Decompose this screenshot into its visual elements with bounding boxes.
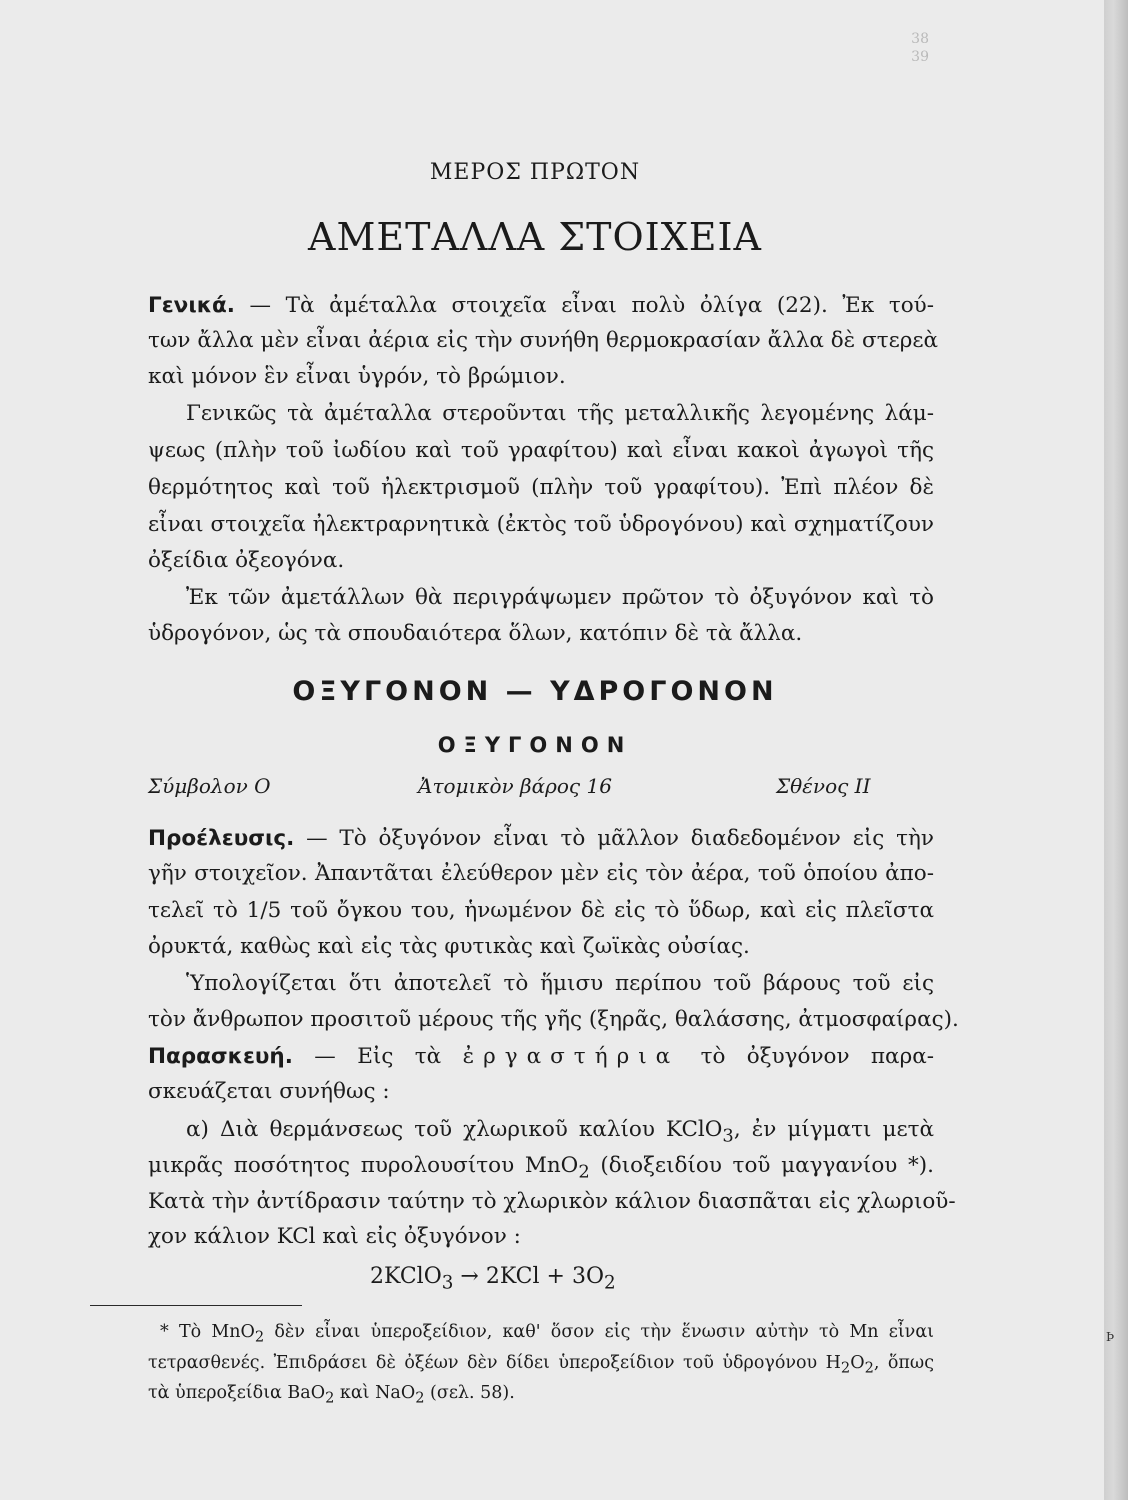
text-line: Ὑπολογίζεται ὅτι ἀποτελεῖ τὸ ἥμισυ περίπου τοῦ βάρους τοῦ εἰς	[186, 971, 934, 996]
page-edge	[1104, 0, 1128, 1500]
text-line: Ἐκ τῶν ἀμετάλλων θὰ περιγράψωμεν πρῶτον τὸ ὀξυγόνον καὶ τὸ	[186, 585, 934, 610]
lead-general: Γενικά.	[148, 293, 235, 318]
text-line: τελεῖ τὸ 1/5 τοῦ ὄγκου του, ἡνωμένον δὲ εἰς τὸ ὕδωρ, καὶ εἰς πλεῖστα	[148, 898, 934, 923]
chemical-equation: 2KClO$_3$ → $2KCl + 3O_2$	[370, 1264, 616, 1294]
footnote-rule	[90, 1305, 302, 1306]
chapter-heading: ΟΞΥΓΟΝΟΝ — ΥΔΡΟΓΟΝΟΝ	[292, 676, 778, 707]
text-line: ὀρυκτά, καθὼς καὶ εἰς τὰς φυτικὰς καὶ ζωϊκὰς οὐσίας.	[148, 934, 750, 959]
text-line: καὶ μόνον ἓν εἶναι ὑγρόν, τὸ βρώμιον.	[148, 364, 566, 389]
text-line: ψεως (πλὴν τοῦ ἰωδίου καὶ τοῦ γραφίτου) καὶ εἶναι κακοὶ ἀγωγοὶ τῆς	[148, 438, 934, 463]
part-heading: ΜΕΡΟΣ ΠΡΩΤΟΝ	[429, 160, 641, 185]
footnote-line: * Τὸ MnO$_2$ δὲν εἶναι ὑπεροξείδιον, καθ' ὅσον εἰς τὴν ἕνωσιν αὐτὴν τὸ Mn εἶναι	[160, 1322, 934, 1346]
text-line: εἶναι στοιχεῖα ἠλεκτραρνητικὰ (ἐκτὸς τοῦ ὑδρογόνου) καὶ σχηματίζουν	[148, 512, 934, 537]
footnote-line: τετρασθενές. Ἐπιδράσει δὲ ὀξέων δὲν δίδει ὑπεροξείδιον τοῦ ὑδρογόνου $H_2O_2$, ὅπως	[148, 1353, 934, 1377]
text-line: γῆν στοιχεῖον. Ἀπαντᾶται ἐλεύθερον μὲν εἰς τὸν ἀέρα, τοῦ ὁποίου ἀπο-	[148, 861, 934, 886]
text-line: θερμότητος καὶ τοῦ ἠλεκτρισμοῦ (πλὴν τοῦ γραφίτου). Ἐπὶ πλέον δὲ	[148, 475, 934, 500]
margin-mark: Þ	[1106, 1330, 1115, 1344]
atomic-weight: Ἀτομικὸν βάρος 16	[418, 774, 612, 798]
text-line: α) Διὰ θερμάνσεως τοῦ χλωρικοῦ καλίου KClO$_3$, ἐν μίγματι μετὰ	[186, 1117, 935, 1147]
text-line: των ἄλλα μὲν εἶναι ἀέρια εἰς τὴν συνήθη θερμοκρασίαν ἄλλα δὲ στερεὰ	[148, 328, 939, 353]
lead-preparation: Παρασκευή.	[148, 1044, 293, 1069]
text-line: Παρασκευή. — Εἰς τὰ ἐργαστήρια τὸ ὀξυγόνον παρα-	[148, 1044, 934, 1069]
bleed-through-page-number: 38 39	[911, 31, 929, 65]
spaced-word: ἐργαστήρια	[462, 1044, 680, 1069]
lead-origin: Προέλευσις.	[148, 826, 295, 851]
element-heading: ΟΞΥΓΟΝΟΝ	[437, 733, 633, 757]
text-line: ὀξείδια ὀξεογόνα.	[148, 548, 345, 573]
valence: Σθένος II	[776, 774, 871, 798]
text-line: Γενικῶς τὰ ἀμέταλλα στεροῦνται τῆς μεταλλικῆς λεγομένης λάμ-	[186, 401, 934, 426]
section-heading: ΑΜΕΤΑΛΛΑ ΣΤΟΙΧΕΙΑ	[308, 215, 762, 259]
text-line: Κατὰ τὴν ἀντίδρασιν ταύτην τὸ χλωρικὸν κάλιον διασπᾶται εἰς χλωριοῦ-	[148, 1189, 956, 1214]
text-line: τὸν ἄνθρωπον προσιτοῦ μέρους τῆς γῆς (ξηρᾶς, θαλάσσης, ἀτμοσφαίρας).	[148, 1007, 959, 1032]
text-line: σκευάζεται συνήθως :	[148, 1079, 390, 1104]
text-line: μικρᾶς ποσότητος πυρολουσίτου MnO$_2$ (διοξειδίου τοῦ μαγγανίου *).	[148, 1153, 934, 1183]
text-line: Προέλευσις. — Τὸ ὀξυγόνον εἶναι τὸ μᾶλλον διαδεδομένον εἰς τὴν	[148, 826, 934, 851]
text-line: χον κάλιον KCl καὶ εἰς ὀξυγόνον :	[148, 1224, 521, 1249]
text-line: ὑδρογόνον, ὡς τὰ σπουδαιότερα ὅλων, κατόπιν δὲ τὰ ἄλλα.	[148, 621, 803, 646]
element-symbol: Σύμβολον O	[148, 774, 271, 798]
text-line: Γενικά. — Τὰ ἀμέταλλα στοιχεῖα εἶναι πολὺ ὀλίγα (22). Ἐκ τού-	[148, 293, 934, 318]
footnote-line: τὰ ὑπεροξείδια BaO$_2$ καὶ NaO$_2$ (σελ. 58).	[148, 1383, 515, 1407]
